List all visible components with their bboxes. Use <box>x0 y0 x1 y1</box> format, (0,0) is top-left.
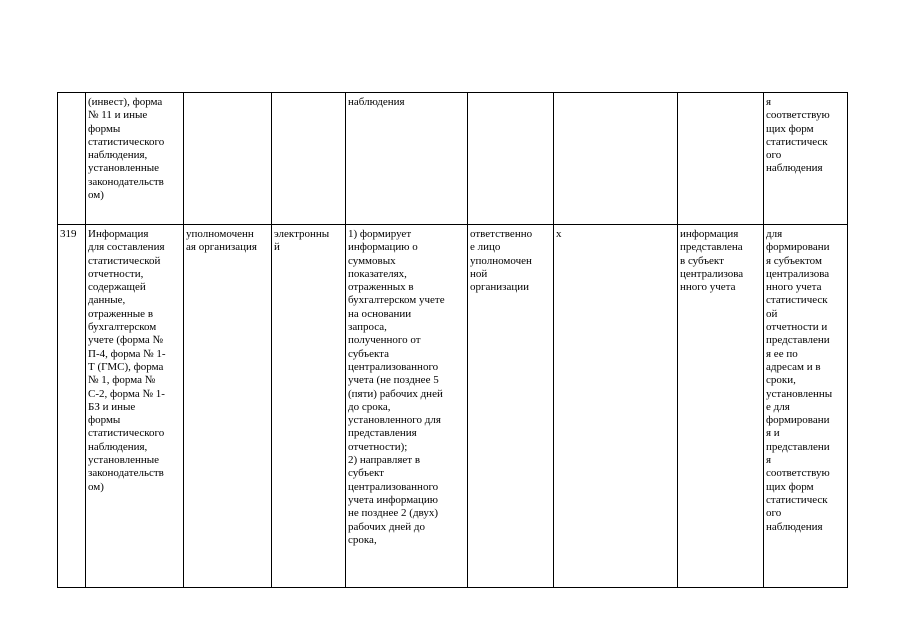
cell-result <box>678 93 764 225</box>
cell-responsible: ответственно е лицо уполномочен ной организации <box>468 225 554 588</box>
cell-deadline <box>554 93 678 225</box>
cell-result: информация представлена в субъект централизова нного учета <box>678 225 764 588</box>
cell-procedure: наблюдения <box>346 93 468 225</box>
cell-executor <box>184 93 272 225</box>
cell-procedure: 1) формирует информацию о суммовых показателях, отраженных в бухгалтерском учете на основании запроса, полученного от субъекта централизованного учета (не позднее 5 (пяти) рабочих дней до срока, установленного для представления отчетности); 2) направляет в субъект централизованного учета информацию не позднее 2 (двух) рабочих дней до срока, <box>346 225 468 588</box>
cell-form: электронны й <box>272 225 346 588</box>
cell-form <box>272 93 346 225</box>
cell-purpose: я соответствую щих форм статистическ ого наблюдения <box>764 93 848 225</box>
cell-executor: уполномоченн ая организация <box>184 225 272 588</box>
cell-number: 319 <box>58 225 86 588</box>
cell-deadline: х <box>554 225 678 588</box>
cell-info-name: (инвест), форма № 11 и иные формы статистического наблюдения, установленные законодательств ом) <box>86 93 184 225</box>
cell-number <box>58 93 86 225</box>
table-row <box>58 93 848 225</box>
cell-info-name: Информация для составления статистической отчетности, содержащей данные, отраженные в бухгалтерском учете (форма № П-4, форма № 1- Т (ГМС), форма № 1, форма № С-2, форма № 1- БЗ и иные формы статистического наблюдения, установленные законодательств ом) <box>86 225 184 588</box>
reporting-table <box>57 92 848 588</box>
cell-purpose: для формировани я субъектом централизова нного учета статистическ ой отчетности и представлени я ее по адресам и в сроки, установленны е для формировани я и представлени я соответствую щих форм статистическ ого наблюдения <box>764 225 848 588</box>
table-row <box>58 225 848 588</box>
cell-responsible <box>468 93 554 225</box>
